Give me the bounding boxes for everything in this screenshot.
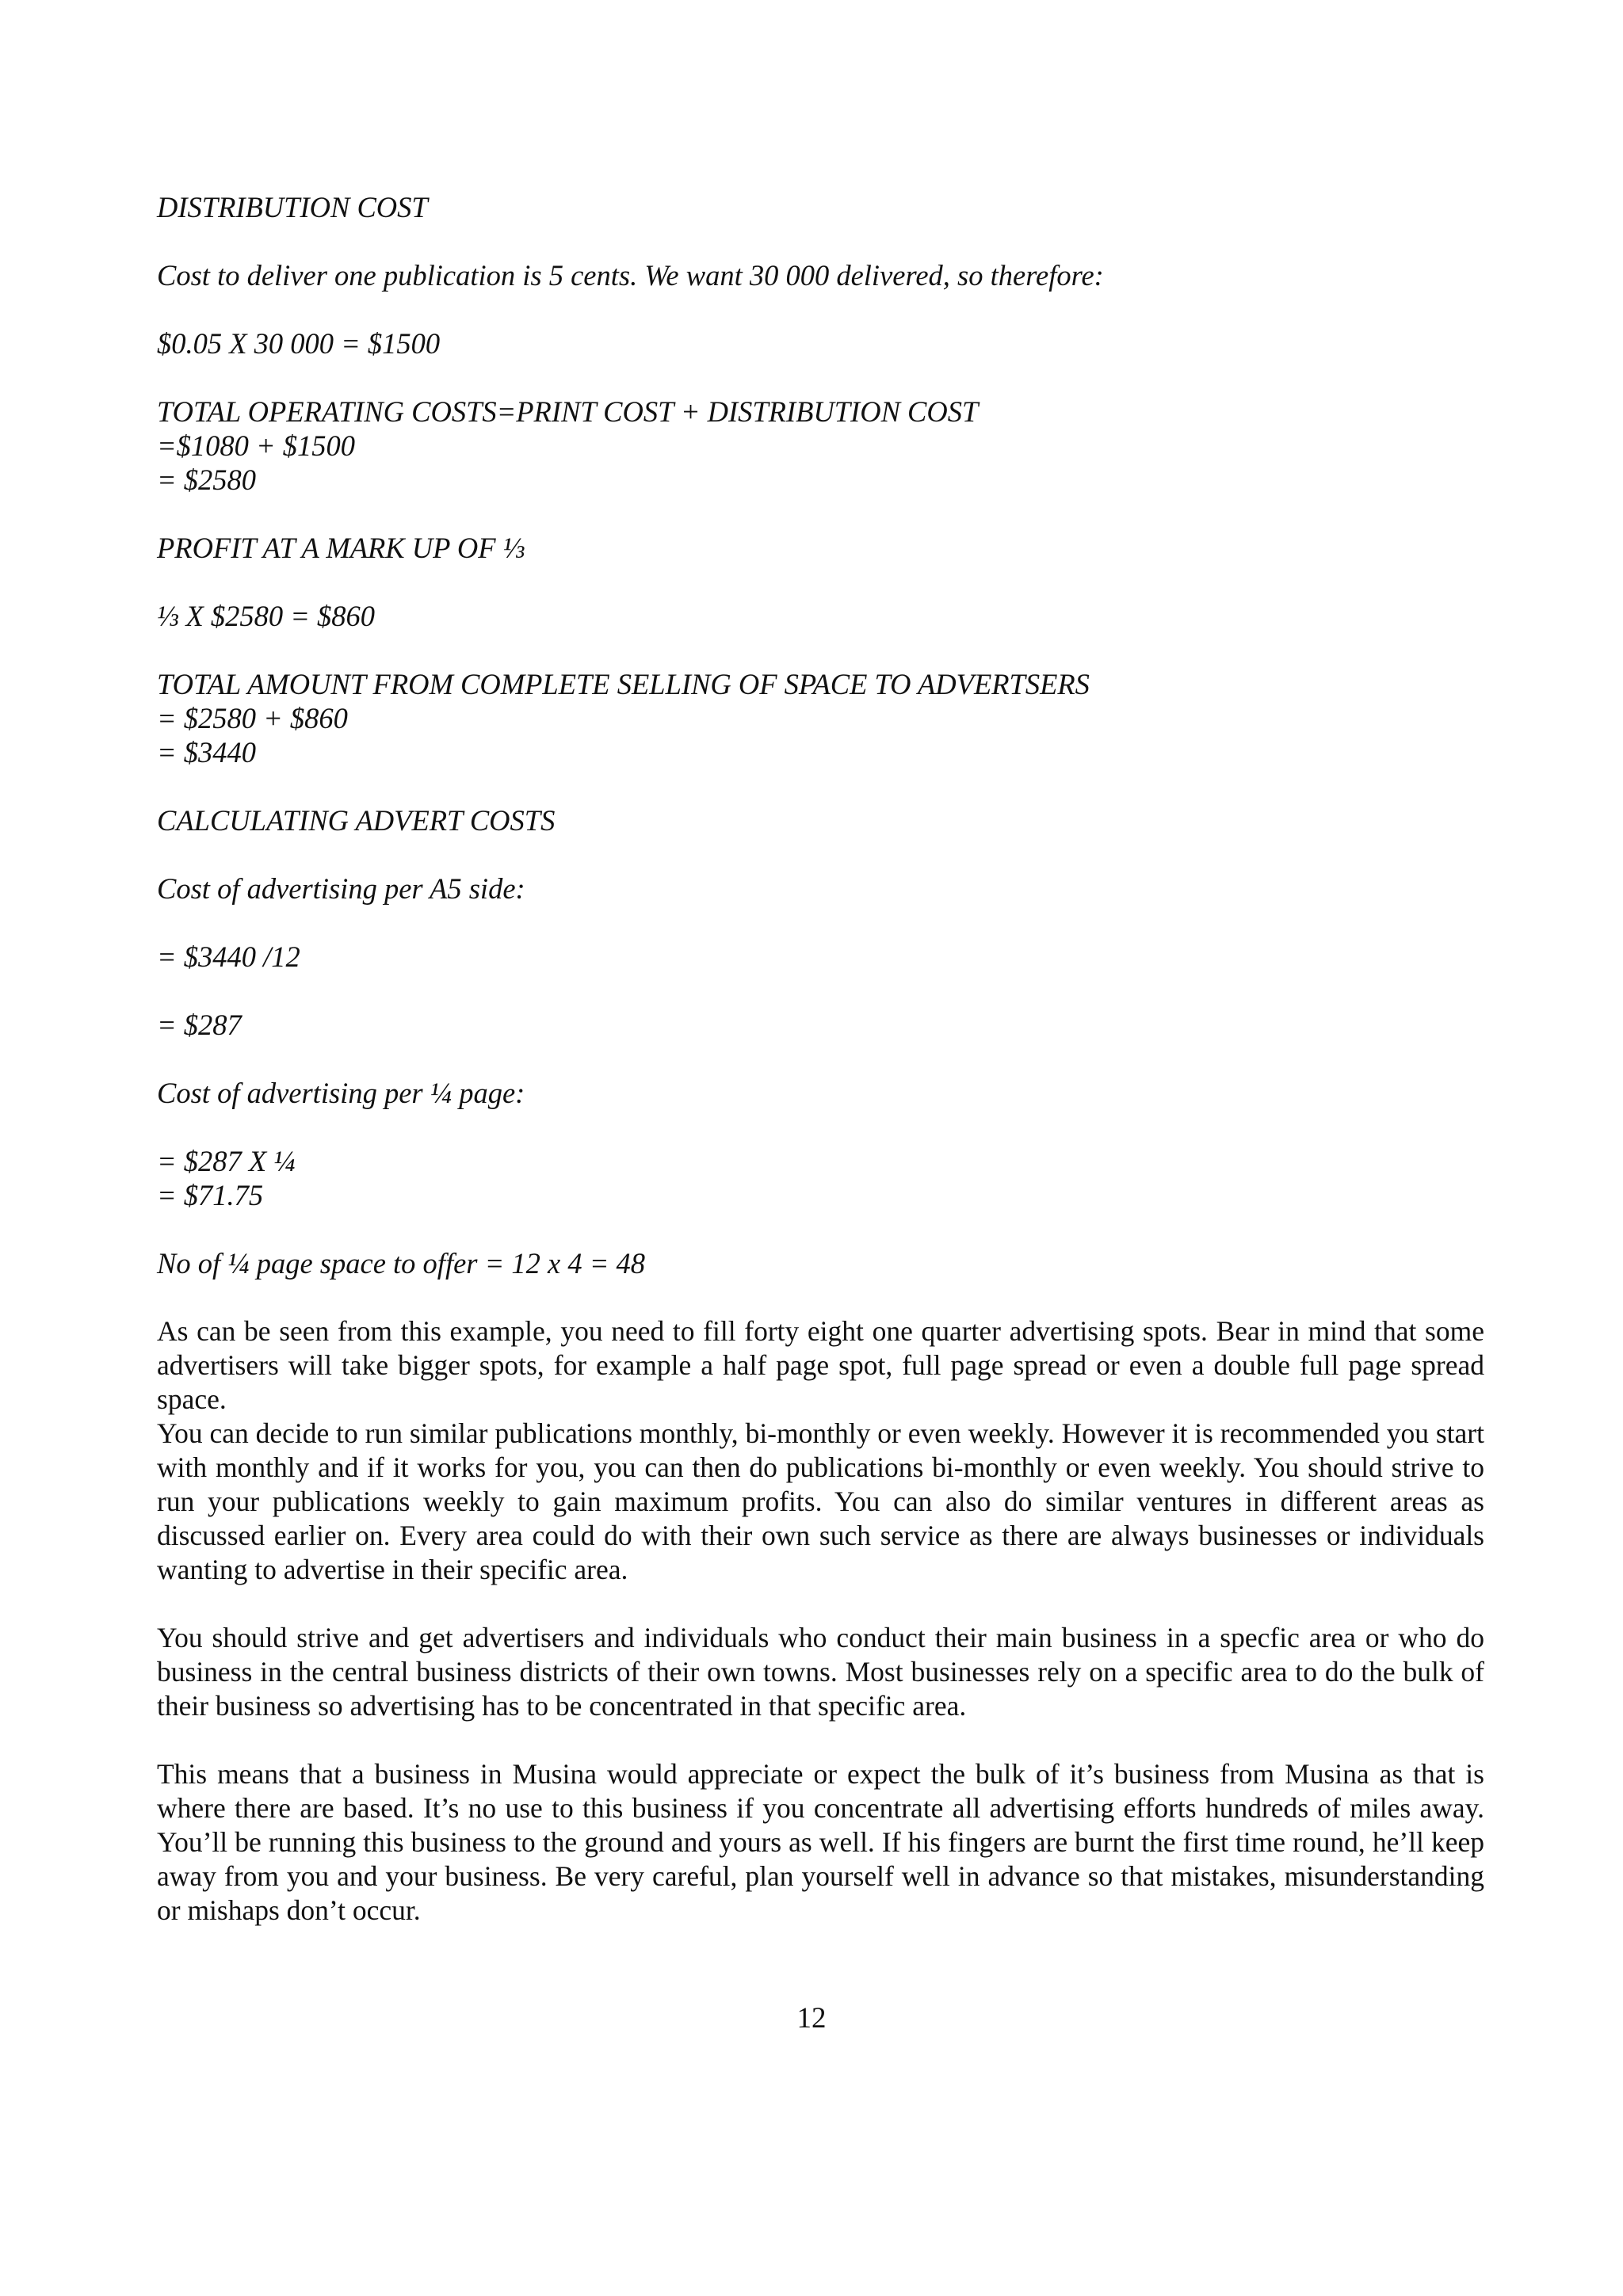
calc-block-a5-result (157, 1008, 1484, 1042)
calc-line: = $287 (157, 1009, 242, 1041)
calc-block-quarter-label (157, 1076, 1484, 1110)
calc-line: TOTAL AMOUNT FROM COMPLETE SELLING OF SPACE TO ADVERTSERS (157, 668, 1090, 700)
calc-block-a5-label (157, 871, 1484, 906)
calc-line: = $71.75 (157, 1179, 264, 1211)
calc-line: =$1080 + $1500 (157, 429, 356, 462)
calc-block-profit-heading (157, 531, 1484, 565)
calc-line: DISTRIBUTION COST (157, 191, 428, 223)
calc-block-distribution-total (157, 326, 1484, 360)
calc-line: CALCULATING ADVERT COSTS (157, 804, 556, 837)
calc-block-a5-division (157, 940, 1484, 974)
page-number: 12 (796, 2002, 827, 2035)
calc-line: Cost of advertising per ¼ page: (157, 1077, 525, 1109)
calc-line: = $3440 (157, 736, 257, 769)
calc-block-space-count (157, 1246, 1484, 1280)
calc-line: = $2580 + $860 (157, 702, 348, 734)
calc-line: = $2580 (157, 463, 257, 496)
calc-block-distribution-heading (157, 190, 1484, 224)
calc-line: = $3440 /12 (157, 940, 300, 973)
calc-block-delivery-cost (157, 258, 1484, 292)
calc-block-total-amount (157, 667, 1484, 769)
page-content (157, 190, 1484, 1928)
calc-line: TOTAL OPERATING COSTS=PRINT COST + DISTRIBUTION COST (157, 395, 979, 428)
calc-line: $0.05 X 30 000 = $1500 (157, 327, 441, 360)
calc-line: ⅓ X $2580 = $860 (157, 600, 376, 632)
calc-line: = $287 X ¼ (157, 1145, 296, 1177)
calc-line: PROFIT AT A MARK UP OF ⅓ (157, 532, 525, 564)
calc-line: Cost of advertising per A5 side: (157, 872, 525, 905)
body-paragraph: As can be seen from this example, you need to fill forty eight one quarter advertising spots. Bear in mind that some advertisers will take bigger spots, for example a half page spot, full page spread or even a double full page spread space. (157, 1315, 1484, 1415)
body-paragraph: You can decide to run similar publications monthly, bi-monthly or even weekly. However it is recommended you start with monthly and if it works for you, you can then do publications bi-monthly or even weekly. You should strive to run your publications weekly to gain maximum profits. You can also do similar ventures in different areas as discussed earlier on. Every area could do with their own such service as there are always businesses or individuals wanting to advertise in their specific area. (157, 1417, 1484, 1585)
calc-block-quarter-result (157, 1144, 1484, 1212)
calc-block-operating-costs (157, 395, 1484, 497)
calc-line: No of ¼ page space to offer = 12 x 4 = 48 (157, 1247, 645, 1280)
calc-line: Cost to deliver one publication is 5 cents. We want 30 000 delivered, so therefore: (157, 259, 1104, 292)
body-paragraph: You should strive and get advertisers and individuals who conduct their main business in a specfic area or who do business in the central business districts of their own towns. Most businesses rely on a specific area to do the bulk of their business so advertising has to be concentrated in that specific area. (157, 1622, 1484, 1722)
body-paragraph: This means that a business in Musina would appreciate or expect the bulk of it’s business from Musina as that is where there are based. It’s no use to this business if you concentrate all advertising efforts hundreds of miles away. You’ll be running this business to the ground and yours as well. If his fingers are burnt the first time round, he’ll keep away from you and your business. Be very careful, plan yourself well in advance so that mistakes, misunderstanding or mishaps don’t occur. (157, 1758, 1484, 1926)
calc-block-advert-heading (157, 803, 1484, 837)
calc-block-profit-value (157, 599, 1484, 633)
